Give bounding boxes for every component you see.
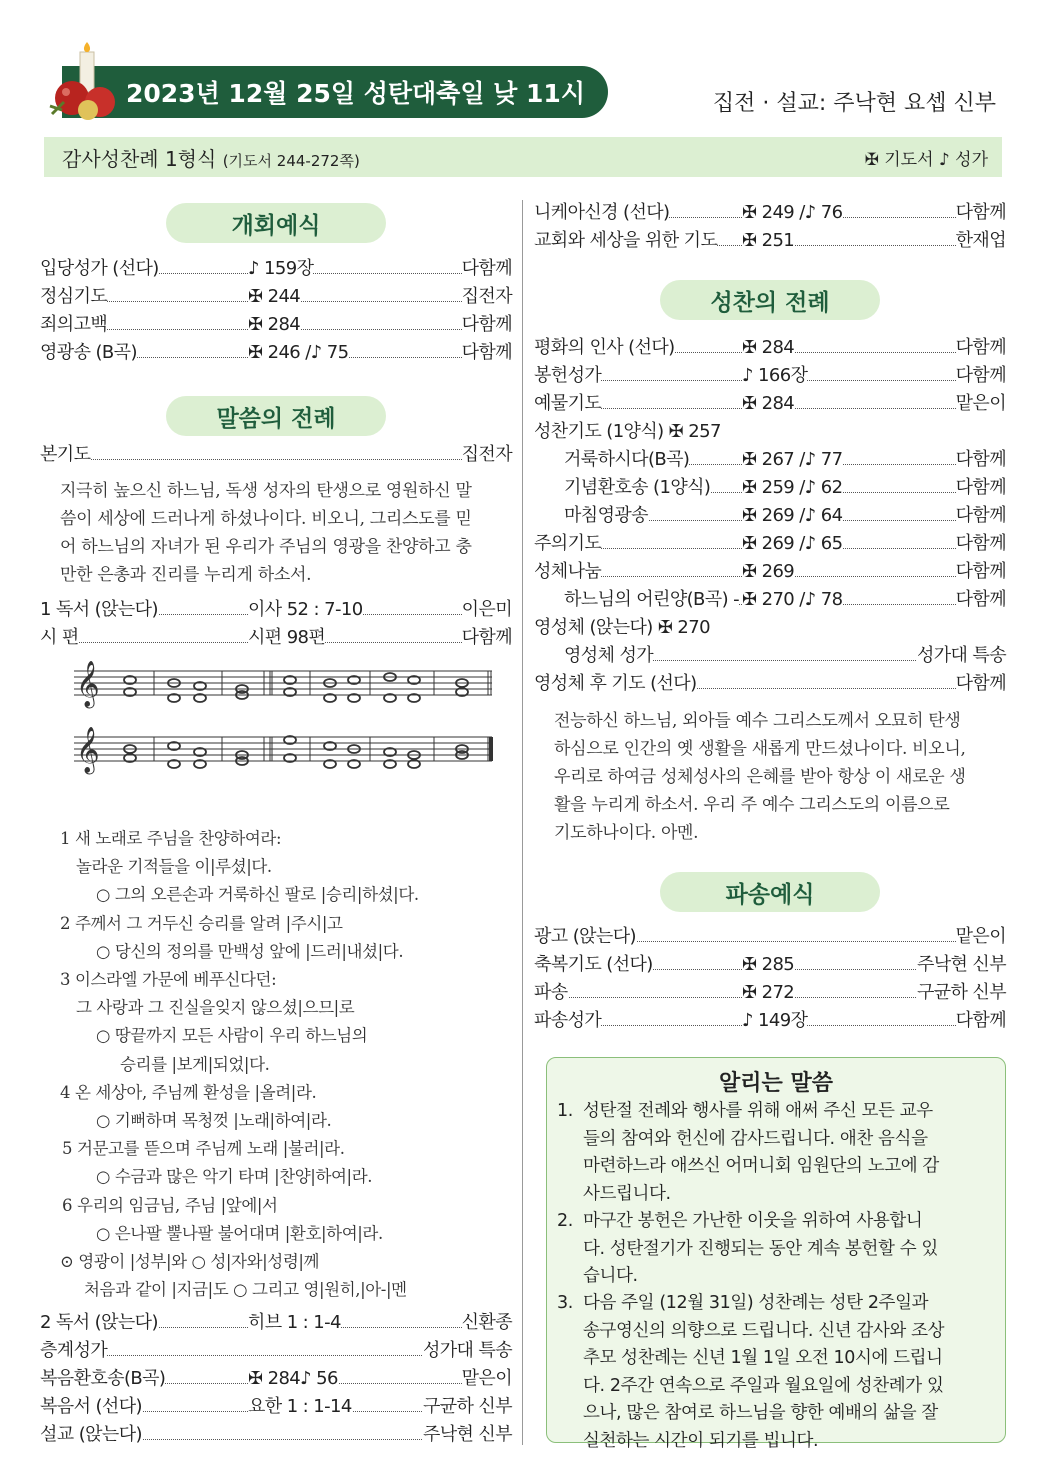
row-label: 봉헌성가 [534, 363, 601, 389]
psalm-line: 2 주께서 그 거두신 승리를 알려 |주시|고 [60, 913, 343, 933]
row-performer: 집전자 [462, 284, 512, 310]
prayer-line: 씀이 세상에 드러나게 하셨나이다. 비오니, 그리스도를 믿 [60, 509, 472, 529]
row-performer: 이은미 [462, 597, 512, 623]
row-label: 죄의고백 [40, 312, 107, 338]
liturgy-row [534, 924, 1006, 950]
psalm-line: ○ 수금과 많은 악기 타며 |찬양|하여|라. [96, 1167, 373, 1187]
row-label: 파송 [534, 980, 568, 1006]
liturgy-row [40, 1338, 512, 1364]
row-performer: 주낙현 신부 [917, 952, 1006, 978]
notice-line: 성탄절 전례와 행사를 위해 애써 주신 모든 교우 [583, 1101, 933, 1121]
post-communion-prayer [554, 707, 1006, 847]
notice-box [546, 1057, 1006, 1451]
row-reference: ✠ 270 /♪ 78 [742, 587, 842, 613]
liturgy-row [564, 447, 1006, 473]
row-reference: ✠ 284 [248, 312, 300, 338]
prayer-line: 전능하신 하느님, 외아들 예수 그리스도께서 오묘히 탄생 [554, 711, 961, 731]
row-label: 복음서 (선다) [40, 1394, 142, 1420]
liturgy-row [534, 615, 1006, 641]
row-reference: ✠ 284 [742, 335, 794, 361]
row-label: 영성체 후 기도 (선다) [534, 671, 697, 697]
notice-line: 송구영신의 의향으로 드립니다. 신년 감사와 조상 [583, 1320, 945, 1341]
notice-item [557, 1098, 1001, 1208]
row-label: 광고 (앉는다) [534, 924, 636, 950]
prayer-line: 지극히 높으신 하느님, 독생 성자의 탄생으로 영원하신 말 [60, 481, 472, 501]
row-label: 성찬기도 (1양식) ✠ 257 [534, 419, 721, 445]
liturgy-row [40, 1310, 512, 1336]
row-reference: ♪ 159장 [248, 256, 313, 282]
row-performer: 다함께 [956, 587, 1006, 613]
psalm-line: 승리를 |보게|되었|다. [120, 1054, 270, 1074]
row-reference: ✠ 246 /♪ 75 [248, 340, 348, 366]
symbol-legend: ✠ 기도서 ♪ 성가 [864, 149, 988, 170]
notice-line: 습니다. [583, 1266, 638, 1286]
row-reference: ✠ 272 [742, 980, 794, 1006]
psalm-line: ○ 은나팔 뿔나팔 불어대며 |환호|하여|라. [96, 1223, 383, 1243]
row-performer: 맡은이 [956, 391, 1006, 417]
notice-line: 다음 주일 (12월 31일) 성찬례는 성탄 2주일과 [583, 1293, 929, 1313]
row-label: 영광송 (B곡) [40, 340, 137, 366]
notice-line: 다. 2주간 연속으로 주일과 월요일에 성찬례가 있 [583, 1375, 944, 1396]
psalm-line: 놀라운 기적들을 이|루셨|다. [76, 857, 272, 877]
row-reference: ✠ 267 /♪ 77 [742, 447, 842, 473]
prayer-line: 만한 은총과 진리를 누리게 하소서. [60, 565, 312, 585]
row-label: 영성체 (앉는다) ✠ 270 [534, 615, 710, 641]
row-label: 예물기도 [534, 391, 601, 417]
svg-text:𝄞: 𝄞 [76, 661, 100, 707]
row-label: 1 독서 (앉는다) [40, 597, 158, 623]
row-performer: 다함께 [956, 531, 1006, 557]
notice-line: 추모 성찬례는 신년 1월 1일 오전 10시에 드립니 [583, 1348, 943, 1368]
row-label: 설교 (앉는다) [40, 1422, 142, 1448]
row-reference: ✠ 285 [742, 952, 794, 978]
row-label: 축복기도 (선다) [534, 952, 653, 978]
liturgy-row [40, 284, 512, 310]
liturgy-row [534, 363, 1006, 389]
row-label: 교회와 세상을 위한 기도 [534, 228, 717, 254]
row-label: 주의기도 [534, 531, 601, 557]
row-performer: 다함께 [956, 1008, 1006, 1034]
section-eucharist: 성찬의 전례 [660, 280, 880, 320]
service-title: 2023년 12월 25일 성탄대축일 낮 11시 [126, 79, 585, 108]
prayer-line: 기도하나이다. 아멘. [554, 823, 699, 843]
liturgy-row [564, 643, 1006, 669]
liturgy-row [534, 335, 1006, 361]
psalm-line: ○ 그의 오른손과 거룩하신 팔로 |승리|하셨|다. [96, 885, 419, 905]
row-performer: 한재업 [956, 228, 1006, 254]
row-performer: 맡은이 [956, 924, 1006, 950]
row-performer: 다함께 [956, 200, 1006, 226]
row-label: 영성체 성가 [564, 643, 653, 669]
notice-line: 다. 성탄절기가 진행되는 동안 계속 봉헌할 수 있 [583, 1238, 938, 1259]
row-performer: 다함께 [956, 447, 1006, 473]
psalm-line: 5 거문고를 뜯으며 주님께 노래 |불러|라. [62, 1139, 345, 1159]
notice-line: 사드립니다. [583, 1183, 671, 1204]
collect-prayer [60, 477, 512, 589]
row-performer: 신환종 [462, 1310, 512, 1336]
liturgy-row [40, 1366, 512, 1392]
psalm-line: 1 새 노래로 주님을 찬양하여라: [60, 829, 282, 848]
prayer-line: 활을 누리게 하소서. 우리 주 예수 그리스도의 이름으로 [554, 795, 950, 815]
row-label: 정심기도 [40, 284, 107, 310]
rite-pages: (기도서 244-272쪽) [222, 151, 360, 170]
liturgy-row [534, 671, 1006, 697]
row-performer: 성가대 특송 [917, 643, 1006, 669]
liturgy-row [534, 391, 1006, 417]
row-reference: 시편 98편 [248, 625, 325, 651]
row-performer: 다함께 [956, 335, 1006, 361]
row-reference: ✠ 284 [742, 391, 794, 417]
notice-item [557, 1290, 1001, 1455]
row-label: 시 편 [40, 625, 79, 651]
row-label: 성체나눔 [534, 559, 601, 585]
row-reference: 이사 52 : 7-10 [248, 597, 363, 623]
row-performer: 다함께 [462, 256, 512, 282]
row-performer: 다함께 [956, 503, 1006, 529]
liturgy-row [40, 1394, 512, 1420]
notice-line: 마구간 봉헌은 가난한 이웃을 위하여 사용합니 [583, 1211, 923, 1231]
row-reference: ✠ 251 [742, 228, 794, 254]
liturgy-row [40, 312, 512, 338]
liturgy-row [564, 587, 1006, 613]
liturgy-row [40, 597, 512, 623]
psalm-line: ○ 기뻐하며 목청껏 |노래|하여|라. [96, 1111, 332, 1130]
notice-number: 3. [557, 1293, 573, 1313]
liturgy-row [564, 503, 1006, 529]
liturgy-row [534, 1008, 1006, 1034]
liturgy-row [564, 475, 1006, 501]
notice-title: 알리는 말씀 [719, 1071, 833, 1096]
psalm-line: ⊙ 영광이 |성부|와 ○ 성|자와|성령|께 [60, 1252, 320, 1271]
row-label: 파송성가 [534, 1008, 601, 1034]
psalm-line: ○ 당신의 정의를 만백성 앞에 |드러|내셨|다. [96, 941, 404, 961]
liturgy-row [534, 531, 1006, 557]
notice-number: 1. [557, 1101, 573, 1121]
notice-line: 마련하느라 애쓰신 어머니회 임원단의 노고에 감 [583, 1156, 939, 1176]
service-title-bar [62, 66, 608, 118]
row-performer: 맡은이 [462, 1366, 512, 1392]
row-performer: 다함께 [462, 312, 512, 338]
row-reference: ✠ 284♪ 56 [248, 1366, 338, 1392]
row-reference: 히브 1 : 1-4 [248, 1310, 341, 1336]
rite-bar [44, 137, 1002, 177]
section-dismissal: 파송예식 [660, 872, 880, 912]
section-opening: 개회예식 [166, 203, 386, 243]
psalm-line: 처음과 같이 |지금|도 ○ 그리고 영|원히,|아-|멘 [84, 1280, 407, 1300]
psalm-line: 그 사랑과 그 진실을잊지 않으셨|으므|로 [76, 998, 355, 1018]
row-reference: ✠ 259 /♪ 62 [742, 475, 842, 501]
row-label: 2 독서 (앉는다) [40, 1310, 158, 1336]
notice-line: 실천하는 시간이 되기를 빕니다. [583, 1430, 819, 1451]
notice-item [557, 1208, 1001, 1291]
notice-number: 2. [557, 1211, 573, 1231]
row-performer: 구균하 신부 [423, 1394, 512, 1420]
notice-line: 들의 참여와 헌신에 감사드립니다. 애찬 음식을 [583, 1128, 928, 1149]
row-reference: ✠ 244 [248, 284, 300, 310]
row-reference: ✠ 269 /♪ 64 [742, 503, 842, 529]
liturgy-row [40, 1422, 512, 1448]
row-label: 마침영광송 [564, 503, 648, 529]
liturgy-row [40, 625, 512, 651]
liturgy-row [534, 559, 1006, 585]
row-performer: 다함께 [462, 625, 512, 651]
psalm-line: ○ 땅끝까지 모든 사람이 우리 하느님의 [96, 1026, 368, 1046]
row-performer: 주낙현 신부 [423, 1422, 512, 1448]
psalm-line: 4 온 세상아, 주님께 환성을 |올려|라. [60, 1082, 317, 1102]
row-reference: ♪ 149장 [742, 1008, 807, 1034]
psalm-chant-score [74, 657, 506, 783]
row-performer: 성가대 특송 [423, 1338, 512, 1364]
liturgy-row [534, 952, 1006, 978]
prayer-line: 우리로 하여금 성체성사의 은혜를 받아 항상 이 새로운 생 [554, 767, 966, 787]
psalm-line: 6 우리의 임금님, 주님 |앞에|서 [62, 1195, 278, 1215]
row-label: 복음환호송(B곡) [40, 1366, 165, 1392]
rite-title: 감사성찬례 1형식 (기도서 244-272쪽) [62, 146, 360, 171]
row-performer: 구균하 신부 [917, 980, 1006, 1006]
liturgy-row [534, 200, 1006, 226]
column-divider [522, 200, 523, 1445]
row-performer: 다함께 [956, 671, 1006, 697]
row-performer: 다함께 [462, 340, 512, 366]
row-reference: ✠ 269 /♪ 65 [742, 531, 842, 557]
row-reference: ✠ 249 /♪ 76 [742, 200, 842, 226]
liturgy-row [534, 980, 1006, 1006]
row-performer: 다함께 [956, 475, 1006, 501]
row-reference: ✠ 269 [742, 559, 794, 585]
row-label: 니케아신경 (선다) [534, 200, 669, 226]
liturgy-row [534, 419, 1006, 445]
row-label: 기념환호송 (1양식) [564, 475, 710, 501]
row-reference: ♪ 166장 [742, 363, 807, 389]
prayer-line: 하심으로 인간의 옛 생활을 새롭게 만드셨나이다. 비오니, [554, 739, 966, 759]
row-label: 평화의 인사 (선다) [534, 335, 675, 361]
row-label: 층계성가 [40, 1338, 107, 1364]
liturgy-row [534, 228, 1006, 254]
row-label: 하느님의 어린양(B곡) - [564, 587, 739, 613]
row-reference: 요한 1 : 1-14 [248, 1394, 352, 1420]
svg-text:𝄞: 𝄞 [76, 727, 100, 773]
liturgy-row [40, 256, 512, 282]
liturgy-row [40, 340, 512, 366]
section-word: 말씀의 전례 [166, 396, 386, 436]
christmas-candle-icon [44, 40, 134, 122]
collect-row: 본기도 집전자 [40, 442, 512, 468]
prayer-line: 어 하느님의 자녀가 된 우리가 주님의 영광을 찬양하고 충 [60, 537, 472, 557]
celebrant-info: 집전 · 설교: 주낙현 요셉 신부 [712, 91, 996, 116]
row-label: 거룩하시다(B곡) [564, 447, 689, 473]
notice-line: 으나, 많은 참여로 하느님을 향한 예배의 삶을 잘 [583, 1403, 938, 1423]
row-performer: 다함께 [956, 363, 1006, 389]
row-performer: 다함께 [956, 559, 1006, 585]
psalm-line: 3 이스라엘 가문에 베푸신다던: [60, 970, 277, 989]
row-label: 입당성가 (선다) [40, 256, 159, 282]
